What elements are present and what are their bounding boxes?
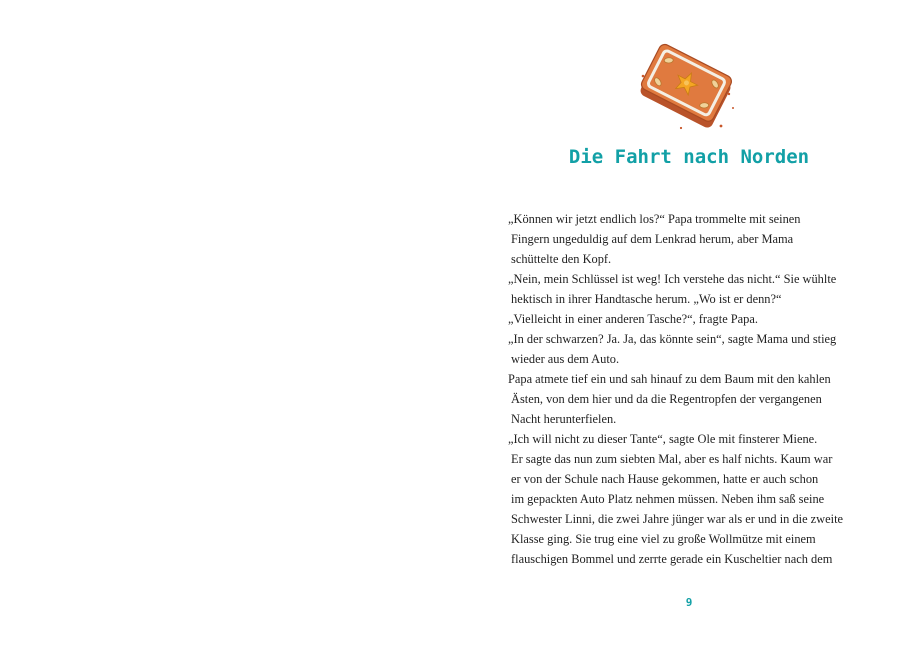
text-line: er von der Schule nach Hause gekommen, hatte er auch schon <box>511 472 819 486</box>
page-number: 9 <box>685 596 693 609</box>
text-line: „Nein, mein Schlüssel ist weg! Ich verstehe das nicht.“ Sie wühlte <box>508 272 837 286</box>
text-line: wieder aus dem Auto. <box>511 352 620 366</box>
text-line: „In der schwarzen? Ja. Ja, das könnte sein“, sagte Mama und stieg <box>508 332 837 346</box>
chapter-title: Die Fahrt nach Norden <box>568 146 810 168</box>
text-line: „Können wir jetzt endlich los?“ Papa trommelte mit seinen <box>508 212 801 226</box>
text-line: flauschigen Bommel und zerrte gerade ein Kuscheltier nach dem <box>511 552 833 566</box>
text-line: schüttelte den Kopf. <box>511 252 612 266</box>
text-line: Schwester Linni, die zwei Jahre jünger war als er und in die zweite <box>511 512 844 526</box>
chapter-body-text <box>508 209 858 569</box>
text-line: im gepackten Auto Platz nehmen müssen. Neben ihm saß seine <box>511 492 825 506</box>
gingerbread-cookie-with-almonds-icon <box>631 36 741 136</box>
text-line: Papa atmete tief ein und sah hinauf zu dem Baum mit den kahlen <box>508 372 831 386</box>
text-line: „Ich will nicht zu dieser Tante“, sagte Ole mit finsterer Miene. <box>508 432 818 446</box>
text-line: Klasse ging. Sie trug eine viel zu große Wollmütze mit einem <box>511 532 816 546</box>
text-line: Nacht herunterfielen. <box>511 412 617 426</box>
right-page <box>459 0 918 648</box>
text-line: Ästen, von dem hier und da die Regentropfen der vergangenen <box>511 392 822 406</box>
text-line: Fingern ungeduldig auf dem Lenkrad herum, aber Mama <box>511 232 794 246</box>
text-line: „Vielleicht in einer anderen Tasche?“, fragte Papa. <box>508 312 758 326</box>
text-line: Er sagte das nun zum siebten Mal, aber es half nichts. Kaum war <box>511 452 833 466</box>
text-line: hektisch in ihrer Handtasche herum. „Wo ist er denn?“ <box>511 292 782 306</box>
